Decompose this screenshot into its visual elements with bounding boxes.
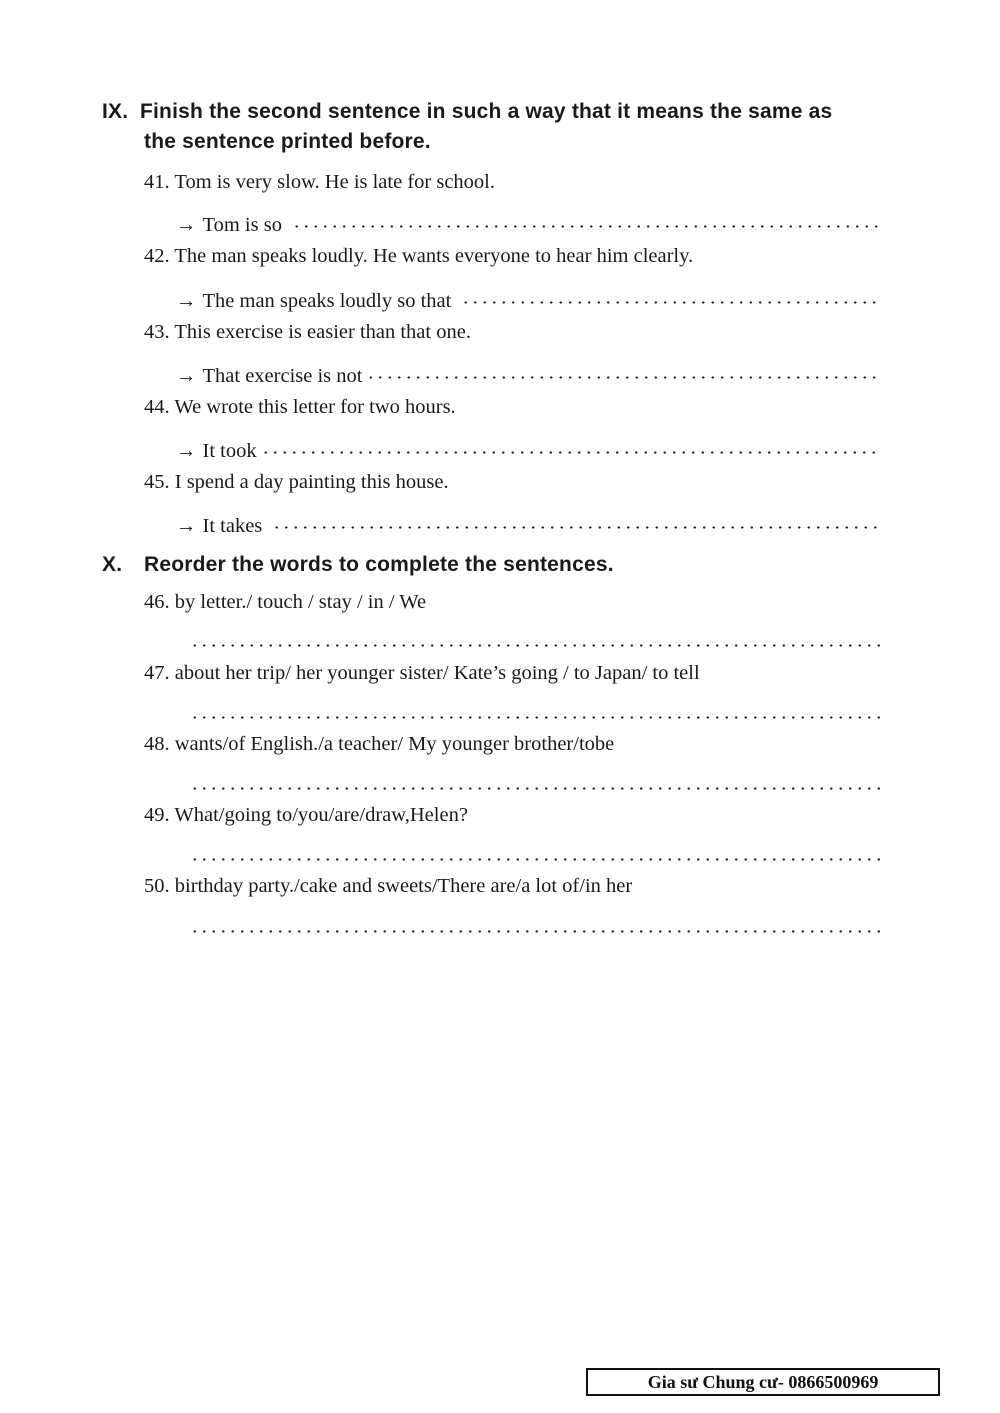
section-x-heading (102, 550, 614, 580)
section-x-title: Reorder the words to complete the sentences. (144, 553, 614, 576)
question-42-answer-blank[interactable] (461, 281, 882, 307)
section-ix-title-line1: Finish the second sentence in such a way that it means the same as (140, 100, 833, 123)
question-50-answer-blank[interactable] (190, 910, 882, 936)
section-ix-title-line2: the sentence printed before. (144, 130, 431, 153)
question-47-prompt: 47. about her trip/ her younger sister/ Kate’s going / to Japan/ to tell (144, 662, 700, 684)
question-45-answer-start: It takes (202, 515, 263, 537)
section-x-number: X. (102, 553, 123, 576)
question-44-answer-line (176, 431, 882, 464)
arrow-icon: → (176, 365, 197, 387)
question-43-prompt: 43. This exercise is easier than that one. (144, 321, 471, 343)
section-ix-number: IX. (102, 100, 129, 123)
question-42-answer-start: The man speaks loudly so that (202, 290, 452, 312)
question-43-answer-line (176, 356, 882, 389)
question-41-answer-line (176, 205, 882, 238)
question-45-prompt: 45. I spend a day painting this house. (144, 471, 449, 493)
section-ix-heading-line2 (144, 127, 431, 157)
question-42-prompt: 42. The man speaks loudly. He wants everyone to hear him clearly. (144, 245, 694, 267)
question-45-answer-line (176, 506, 882, 539)
arrow-icon: → (176, 515, 197, 537)
arrow-icon: → (176, 290, 197, 312)
question-49-answer-blank[interactable] (190, 838, 882, 864)
question-46-prompt: 46. by letter./ touch / stay / in / We (144, 591, 427, 613)
footer-label: Gia sư Chung cư- 0866500969 (586, 1368, 940, 1396)
arrow-icon: → (176, 214, 197, 236)
question-41-answer-blank[interactable] (292, 205, 882, 231)
question-50-prompt: 50. birthday party./cake and sweets/There are/a lot of/in her (144, 875, 633, 897)
question-46-answer-blank[interactable] (190, 624, 882, 650)
question-44-answer-blank[interactable] (261, 431, 882, 457)
question-41-answer-start: Tom is so (202, 214, 282, 236)
arrow-icon: → (176, 440, 197, 462)
question-42-answer-line (176, 281, 882, 314)
question-47-answer-blank[interactable] (190, 696, 882, 722)
question-41-prompt: 41. Tom is very slow. He is late for school. (144, 171, 496, 193)
question-44-prompt: 44. We wrote this letter for two hours. (144, 396, 456, 418)
question-45-answer-blank[interactable] (272, 506, 882, 532)
question-48-prompt: 48. wants/of English./a teacher/ My younger brother/tobe (144, 733, 615, 755)
question-43-answer-blank[interactable] (366, 356, 882, 382)
question-44-answer-start: It took (202, 440, 257, 462)
question-49-prompt: 49. What/going to/you/are/draw,Helen? (144, 804, 468, 826)
question-43-answer-start: That exercise is not (202, 365, 363, 387)
section-ix-heading (102, 97, 932, 127)
question-48-answer-blank[interactable] (190, 767, 882, 793)
